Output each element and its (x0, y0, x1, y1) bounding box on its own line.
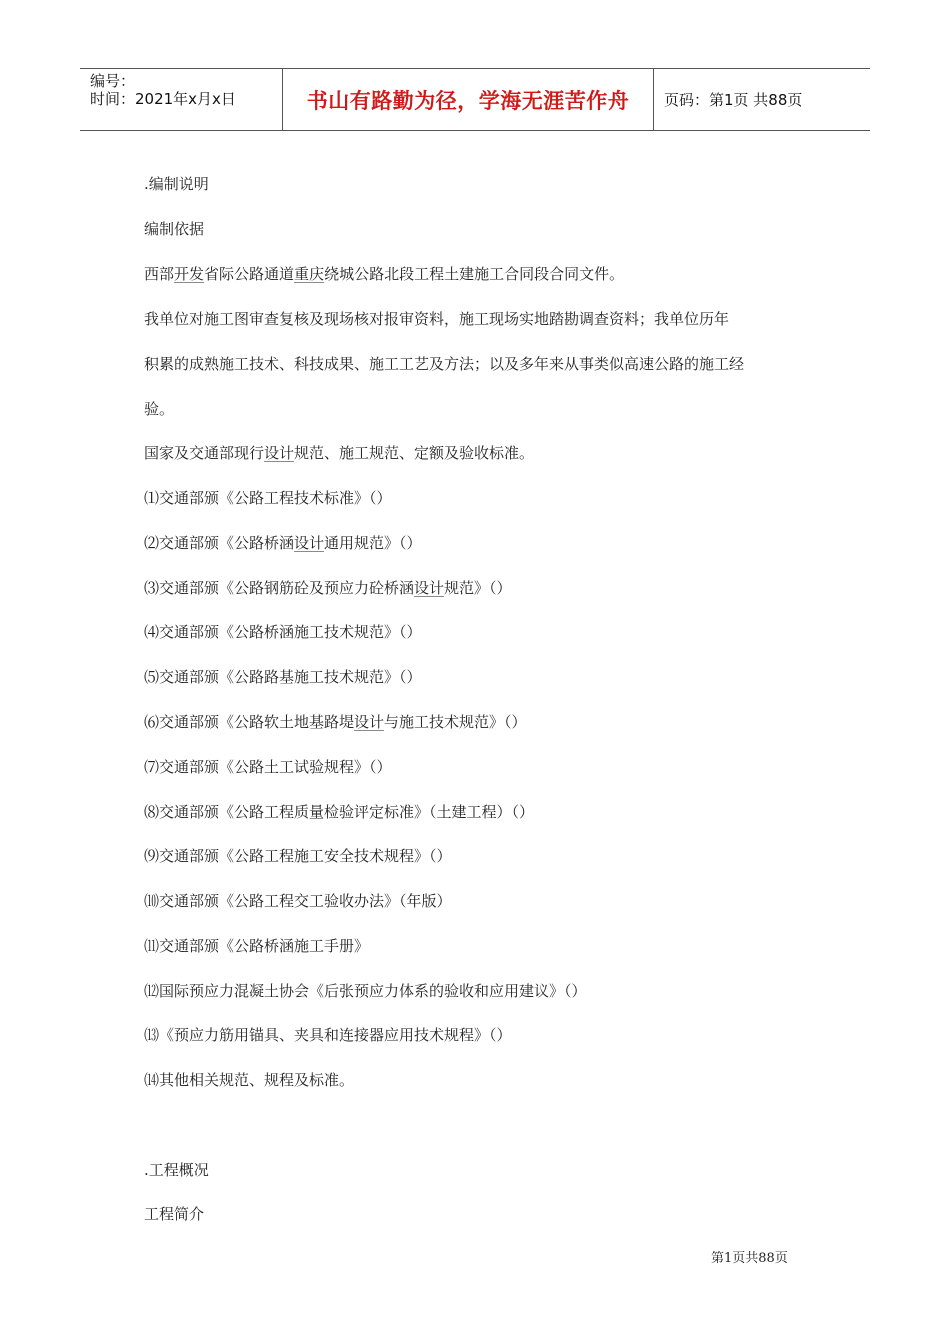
header-motto: 书山有路勤为径，学海无涯苦作舟 (282, 69, 654, 130)
list-item-2 (144, 532, 422, 553)
list-item-11: ⑾交通部颁《公路桥涵施工手册》 (144, 937, 370, 955)
text-span: 与施工技术规范》（） (384, 713, 527, 731)
underlined-term: 设计 (294, 534, 325, 552)
paragraph-contract (144, 263, 624, 284)
list-item-1: ⑴交通部颁《公路工程技术标准》（） (144, 489, 392, 507)
page-header (80, 68, 870, 131)
list-item-8: ⑻交通部颁《公路工程质量检验评定标准》（土建工程）（） (144, 803, 535, 821)
page-footer-number: 第1页共88页 (711, 1251, 788, 1266)
list-item-9: ⑼交通部颁《公路工程施工安全技术规程》（） (144, 847, 452, 865)
subsection-introduction: 工程简介 (144, 1205, 205, 1223)
text-span: 规范》（） (444, 579, 512, 597)
list-item-7: ⑺交通部颁《公路土工试验规程》（） (144, 758, 392, 776)
document-time-label: 时间：2021年x月x日 (90, 90, 236, 108)
subsection-basis: 编制依据 (144, 220, 205, 238)
underlined-term: 重庆 (294, 265, 325, 283)
list-item-10: ⑽交通部颁《公路工程交工验收办法》（年版） (144, 892, 452, 910)
text-span: 国家及交通部现行 (144, 444, 265, 462)
paragraph-survey-line1: 我单位对施工图审查复核及现场核对报审资料，施工现场实地踏勘调查资料；我单位历年 (144, 310, 730, 328)
list-item-12: ⑿国际预应力混凝土协会《后张预应力体系的验收和应用建议》（） (144, 982, 587, 1000)
list-item-14: ⒁其他相关规范、规程及标准。 (144, 1071, 355, 1089)
text-span: 绕城公路北段工程土建施工合同段合同文件。 (324, 265, 625, 283)
list-item-3 (144, 577, 512, 598)
text-span: 规范、施工规范、定额及验收标准。 (294, 444, 535, 462)
list-item-13: ⒀《预应力筋用锚具、夹具和连接器应用技术规程》（） (144, 1026, 512, 1044)
list-item-4: ⑷交通部颁《公路桥涵施工技术规范》（） (144, 623, 422, 641)
underlined-term: 设计 (354, 713, 385, 731)
text-span: ⑶交通部颁《公路钢筋砼及预应力砼桥涵 (144, 579, 415, 597)
text-span: ⑹交通部颁《公路软土地基路堤 (144, 713, 355, 731)
underlined-term: 设计 (414, 579, 445, 597)
list-item-6 (144, 711, 527, 732)
underlined-term: 开发 (174, 265, 205, 283)
underlined-term: 设计 (264, 444, 295, 462)
text-span: ⑵交通部颁《公路桥涵 (144, 534, 295, 552)
text-span: 通用规范》（） (324, 534, 422, 552)
text-span: 省际公路通道 (204, 265, 295, 283)
document-number-label: 编号： (90, 72, 136, 90)
text-span: 西部 (144, 265, 175, 283)
paragraph-survey-line2: 积累的成熟施工技术、科技成果、施工工艺及方法；以及多年来从事类似高速公路的施工经 (144, 355, 745, 373)
paragraph-survey-line3: 验。 (144, 400, 175, 418)
header-page-label: 页码：第1页 共88页 (664, 91, 803, 109)
section-title-overview: .工程概况 (144, 1161, 209, 1179)
section-title-compilation: .编制说明 (144, 175, 209, 193)
paragraph-standards (144, 442, 534, 463)
list-item-5: ⑸交通部颁《公路路基施工技术规范》（） (144, 668, 422, 686)
header-meta (80, 69, 282, 130)
